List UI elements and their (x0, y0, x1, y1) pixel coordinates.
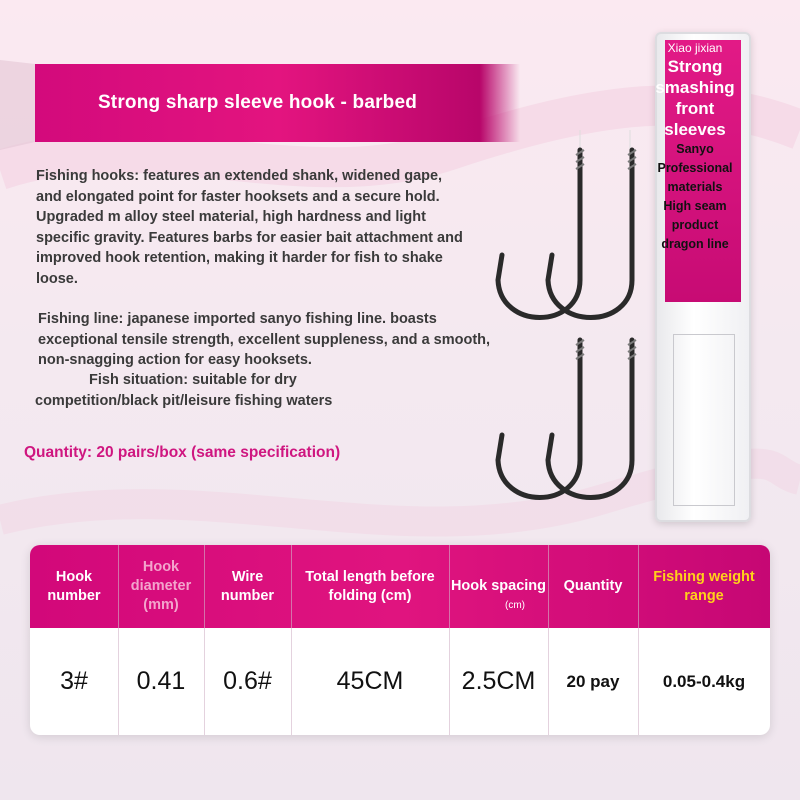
box-line-3: High seam product (663, 199, 727, 232)
hook-illustration (480, 130, 650, 530)
box-headline: Strong smashing front sleeves (655, 57, 735, 139)
cell-quantity: 20 pay (566, 671, 620, 691)
spec-table (30, 545, 770, 735)
situation-line-1: Fish situation: suitable for dry (89, 372, 297, 388)
header-total-length: Total length before folding (cm) (305, 568, 435, 604)
product-box (655, 32, 751, 522)
cell-hook-diameter: 0.41 (136, 667, 186, 695)
cell-weight-range: 0.05-0.4kg (662, 671, 746, 691)
box-line-4: dragon line (661, 237, 729, 251)
cell-hook-number: 3# (60, 667, 88, 695)
header-weight-range: Fishing weight range (653, 568, 755, 604)
title-banner (35, 64, 480, 142)
header-hook-diameter: Hook diameter (mm) (130, 559, 192, 613)
cell-wire-number: 0.6# (223, 667, 272, 695)
hooks-description: Fishing hooks: features an extended shank, widened gape, and elongated point for faster hooksets and a secure hold. Upgraded m alloy steel material, high hardness and light specific gravity. Features barbs for easier bait attachment and improved hook retention, making it harder for fish to shake loose. (36, 168, 463, 287)
cell-total-length: 45CM (336, 667, 404, 695)
box-text (649, 40, 741, 254)
situation-line-2: competition/black pit/leisure fishing waters (35, 392, 333, 409)
header-hook-number: Hook number (47, 568, 101, 604)
box-brand: Xiao jixian (667, 41, 723, 55)
header-hook-spacing-unit: (cm) (505, 600, 525, 611)
box-line-2: Professional materials (657, 161, 733, 194)
header-wire-number: Wire number (220, 568, 275, 604)
box-line-1: Sanyo (676, 142, 714, 156)
header-hook-spacing: Hook spacing (450, 578, 547, 594)
quantity-note: Quantity: 20 pairs/box (same specification) (24, 444, 341, 461)
situation-description (35, 370, 415, 411)
page-title: Strong sharp sleeve hook - barbed (97, 92, 418, 113)
cell-hook-spacing: 2.5CM (461, 667, 536, 695)
header-quantity: Quantity (563, 578, 623, 594)
hook-icon (498, 150, 632, 498)
box-tray (673, 334, 735, 506)
line-description: Fishing line: japanese imported sanyo fishing line. boasts exceptional tensile strength, excellent suppleness, and a smooth, non-snagging action for easy hooksets. (38, 311, 491, 368)
